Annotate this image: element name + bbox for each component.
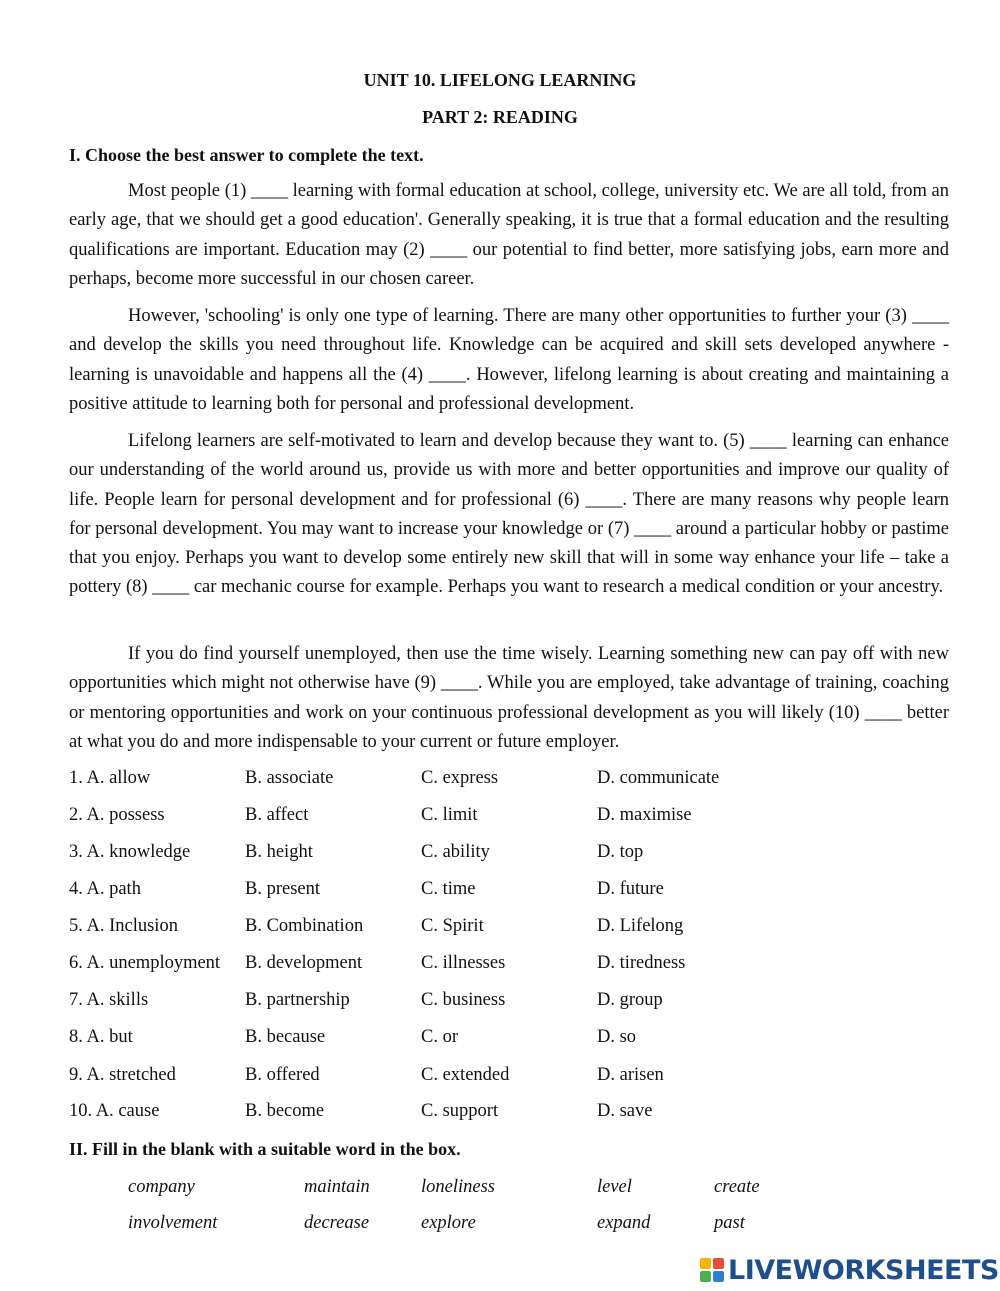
option-a: 6. A. unemployment xyxy=(69,953,221,973)
part-title: PART 2: READING xyxy=(422,107,578,127)
option-a: 8. A. but xyxy=(69,1027,133,1047)
option-b: B. because xyxy=(245,1027,326,1047)
option-b: B. development xyxy=(245,953,363,973)
option-d: D. top xyxy=(597,842,644,862)
option-c: C. extended xyxy=(421,1065,510,1085)
option-c: C. illnesses xyxy=(421,953,506,973)
paragraph-2: However, 'schooling' is only one type of learning. There are many other opportunities to further your (3) ____ and develop the skills you need throughout life. Knowledge can be acquired and skill sets developed anywhere - learning is unavoidable and happens all the (4) ____. However, lifelong learning is about creating and maintaining a positive attitude to learning both for personal and professional development. xyxy=(69,306,949,414)
option-a: 3. A. knowledge xyxy=(69,842,191,862)
option-c: C. ability xyxy=(421,842,490,862)
liveworksheets-logo-icon xyxy=(700,1258,724,1282)
option-d: D. Lifelong xyxy=(597,916,684,936)
word-box-row xyxy=(128,1213,828,1239)
word-box-item: involvement xyxy=(128,1213,218,1233)
word-box-item: maintain xyxy=(304,1177,370,1197)
question-row xyxy=(69,990,949,1016)
section-2-heading: II. Fill in the blank with a suitable word in the box. xyxy=(69,1139,461,1159)
paragraph-4: If you do find yourself unemployed, then use the time wisely. Learning something new can pay off with new opportunities which might not otherwise have (9) ____. While you are employed, take advantage of training, coaching or mentoring opportunities and work on your continuous professional development as you will likely (10) ____ better at what you do and more indispensable to your current or future employer. xyxy=(69,644,949,752)
option-c: C. or xyxy=(421,1027,458,1047)
option-b: B. become xyxy=(245,1101,325,1121)
option-b: B. associate xyxy=(245,768,334,788)
option-a: 10. A. cause xyxy=(69,1101,160,1121)
question-row xyxy=(69,1027,949,1053)
option-a: 7. A. skills xyxy=(69,990,149,1010)
option-d: D. save xyxy=(597,1101,653,1121)
paragraph-3: Lifelong learners are self-motivated to learn and develop because they want to. (5) ____ learning can enhance our understanding of the world around us, provide us with more and better opportunities and improve our quality of life. People learn for personal development and for professional (6) ____. There are many reasons why people learn for personal development. You may want to increase your knowledge or (7) ____ around a particular hobby or pastime that you enjoy. Perhaps you want to develop some entirely new skill that will in some way enhance your life – take a pottery (8) ____ car mechanic course for example. Perhaps you want to research a medical condition or your ancestry. xyxy=(69,431,949,598)
option-b: B. height xyxy=(245,842,313,862)
question-row xyxy=(69,953,949,979)
option-c: C. limit xyxy=(421,805,478,825)
option-c: C. Spirit xyxy=(421,916,484,936)
option-c: C. time xyxy=(421,879,476,899)
question-row xyxy=(69,1065,949,1091)
option-d: D. communicate xyxy=(597,768,720,788)
word-box-item: company xyxy=(128,1177,195,1197)
unit-title: UNIT 10. LIFELONG LEARNING xyxy=(363,70,637,90)
option-d: D. arisen xyxy=(597,1065,664,1085)
option-c: C. support xyxy=(421,1101,499,1121)
option-d: D. maximise xyxy=(597,805,692,825)
liveworksheets-logo[interactable] xyxy=(700,1253,999,1287)
word-box-item: decrease xyxy=(304,1213,370,1233)
section-1-heading: I. Choose the best answer to complete the text. xyxy=(69,145,424,165)
option-a: 4. A. path xyxy=(69,879,141,899)
question-row xyxy=(69,916,949,942)
word-box-item: level xyxy=(597,1177,632,1197)
word-box-item: loneliness xyxy=(421,1177,495,1197)
option-d: D. future xyxy=(597,879,664,899)
word-box-item: explore xyxy=(421,1213,476,1233)
question-row xyxy=(69,842,949,868)
question-row xyxy=(69,1101,949,1127)
option-c: C. express xyxy=(421,768,499,788)
option-b: B. present xyxy=(245,879,321,899)
question-row xyxy=(69,805,949,831)
option-b: B. offered xyxy=(245,1065,320,1085)
option-c: C. business xyxy=(421,990,506,1010)
paragraph-1: Most people (1) ____ learning with formal education at school, college, university etc. We are all told, from an early age, that we should get a good education'. Generally speaking, it is true that a formal education and the resulting qualifications are important. Education may (2) ____ our potential to find better, more satisfying jobs, earn more and perhaps, become more successful in our chosen career. xyxy=(69,181,949,289)
option-b: B. affect xyxy=(245,805,309,825)
option-d: D. so xyxy=(597,1027,637,1047)
option-d: D. tiredness xyxy=(597,953,686,973)
option-d: D. group xyxy=(597,990,663,1010)
option-b: B. Combination xyxy=(245,916,364,936)
option-a: 5. A. Inclusion xyxy=(69,916,178,936)
option-a: 2. A. possess xyxy=(69,805,165,825)
question-row xyxy=(69,879,949,905)
option-a: 1. A. allow xyxy=(69,768,151,788)
word-box-row xyxy=(128,1177,828,1203)
word-box-item: expand xyxy=(597,1213,651,1233)
option-b: B. partnership xyxy=(245,990,350,1010)
word-box-item: past xyxy=(714,1213,745,1233)
question-row xyxy=(69,768,949,794)
logo-text: LIVEWORKSHEETS xyxy=(728,1254,999,1286)
option-a: 9. A. stretched xyxy=(69,1065,176,1085)
word-box-item: create xyxy=(714,1177,760,1197)
